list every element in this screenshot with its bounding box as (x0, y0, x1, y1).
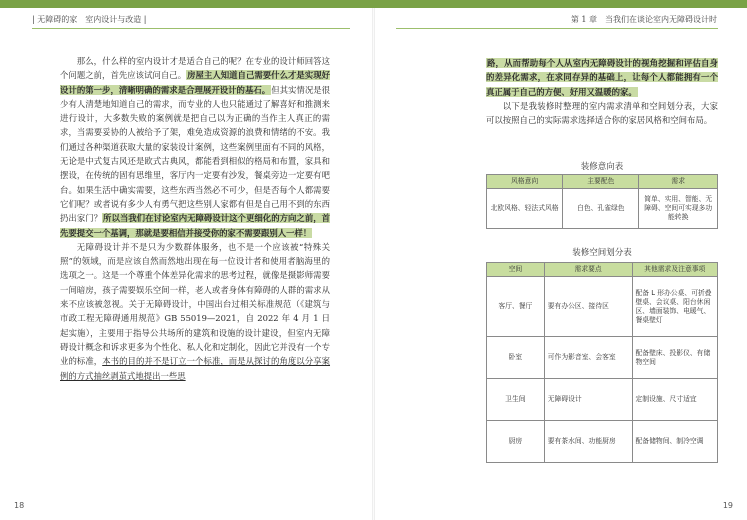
underlined-book-purpose: 本书的目的并不是订立一个标准，而是从探讨的角度以分享案例的方式抽丝剥茧式地提出一些思 (60, 356, 331, 381)
intent-table (486, 174, 718, 229)
left-page-body (60, 54, 330, 383)
table-cell: 北欧风格、轻法式风格 (487, 189, 563, 229)
paragraph-intro-tables: 以下是我装修时整理的室内需求清单和空间划分表，大家可以按照自己的实际需求选择适合你的家居风格和空间布局。 (486, 100, 718, 126)
page-number-right: 19 (722, 501, 733, 510)
paragraph-1-body: 但其实情况是很少有人清楚地知道自己的需求，而专业的人也只能通过了解喜好和推测来进行设计，大多数失败的案例就是把自己以为正确的当作主人真正的需求，当需要妥协的人被给予了架，难免造成资源的浪费和情绪的不安。我们通过各种渠道获取大量的家装设计案例，这些案例里面有不同的风格，无论是中式复古风还是欧式古典风，都能看到相似的格局和布置，家具和摆设，在传统的固有思维里，客厅内一定要有沙发，餐桌旁边一定要有吧台。如果生活中确实需要，这些东西当然必不可少，但是否每个人都需要它们呢？或者说有多少人有勇气把这些别人家都有但是自己用不到的东西扔出家门？ (60, 84, 331, 224)
table-row (487, 189, 718, 229)
table-header-row (487, 263, 718, 277)
table-row (487, 277, 718, 337)
table-cell: 卫生间 (487, 379, 545, 421)
right-page-body (486, 56, 718, 127)
book-spine (372, 8, 375, 520)
page-number-left: 18 (14, 501, 25, 510)
table-header-row (487, 175, 718, 189)
paragraph-1 (60, 54, 330, 240)
running-head-rule-left (32, 28, 350, 29)
highlight-warm-home: 路，从而帮助每个人从室内无障碍设计的视角挖掘和评估自身的差异化需求，在求同存异的基础上，让每个人都能拥有一个真正属于自己的方便、好用又温暖的家。 (486, 58, 718, 97)
table-caption-intent: 装修意向表 (580, 162, 624, 172)
table-cell: 白色、孔雀绿色 (563, 189, 639, 229)
highlight-first-step: 房屋主人知道自己需要什么才是实现好设计的第一步，清晰明确的需求是合理展开设计的基石。 (60, 70, 330, 95)
header-cell: 主要配色 (563, 175, 639, 189)
space-division-table (486, 262, 718, 463)
table-row (487, 337, 718, 379)
running-head-right: 第 1 章 当我们在谈论室内无障碍设计时 (570, 15, 717, 24)
table-cell: 可作为影音室、会客室 (544, 337, 632, 379)
header-cell: 需求要点 (544, 263, 632, 277)
table-row (487, 379, 718, 421)
header-cell: 其他需求及注意事项 (632, 263, 717, 277)
header-cell: 空间 (487, 263, 545, 277)
paragraph-2 (60, 240, 330, 383)
table-cell: 卧室 (487, 337, 545, 379)
table-cell: 要有茶水间、功能厨房 (544, 421, 632, 463)
table-cell: 客厅、餐厅 (487, 277, 545, 337)
table-cell: 配备 L 形办公桌、可折叠壁桌、会议桌、阳台休闲区、墙面装饰、电暖气、餐桌壁灯 (632, 277, 717, 337)
table-cell: 配备壁床、投影仪、有储物空间 (632, 337, 717, 379)
table-cell: 简单、实用、智能、无障碍、空间可实现多功能转换 (639, 189, 718, 229)
running-head-rule-right (396, 28, 718, 29)
table-caption-space: 装修空间划分表 (572, 248, 632, 258)
header-cell: 需求 (639, 175, 718, 189)
table-cell: 厨房 (487, 421, 545, 463)
table-row (487, 421, 718, 463)
running-head-left: | 无障碍的家 室内设计与改造 | (32, 15, 147, 24)
highlight-basis: 所以当我们在讨论室内无障碍设计这个更细化的方向之前，首先要提交一个基调，那就是要相信并接受你的家不需要跟别人一样！ (60, 213, 331, 238)
table-cell: 定制设施、尺寸适宜 (632, 379, 717, 421)
paragraph-1-intro: 那么，什么样的室内设计才是适合自己的呢？在专业的设计师回答这个问题之前，首先应该试问自己。 (60, 56, 330, 81)
top-accent-bar (0, 0, 747, 8)
paragraph-2-body: 无障碍设计并不是只为少数群体服务，也不是一个应该被“特殊关照”的领域，而是应该自然而然地出现在每一位设计者和使用者脑海里的选项之一。这是一个尊重个体差异化需求的思考过程，就像是摄影师需要一间暗房，孩子需要娱乐空间一样，老人或者身体有障碍的人群的需求从来不应该被忽视。关于无障碍设计，中国出台过相关标准规范（《建筑与市政工程无障碍通用规范》GB 55019—2021，自 2022 年 4 月 1 日起实施），主要用于指导公共场所的建筑和设施的设计建设，但室内无障碍设计概念和诉求更多为个性化、私人化和定制化，因此它并没有一个专业的标准， (60, 241, 330, 367)
header-cell: 风格意向 (487, 175, 563, 189)
table-cell: 配备储物间、制冷空调 (632, 421, 717, 463)
table-cell: 要有办公区、接待区 (544, 277, 632, 337)
table-cell: 无障碍设计 (544, 379, 632, 421)
paragraph-continued (486, 56, 718, 99)
